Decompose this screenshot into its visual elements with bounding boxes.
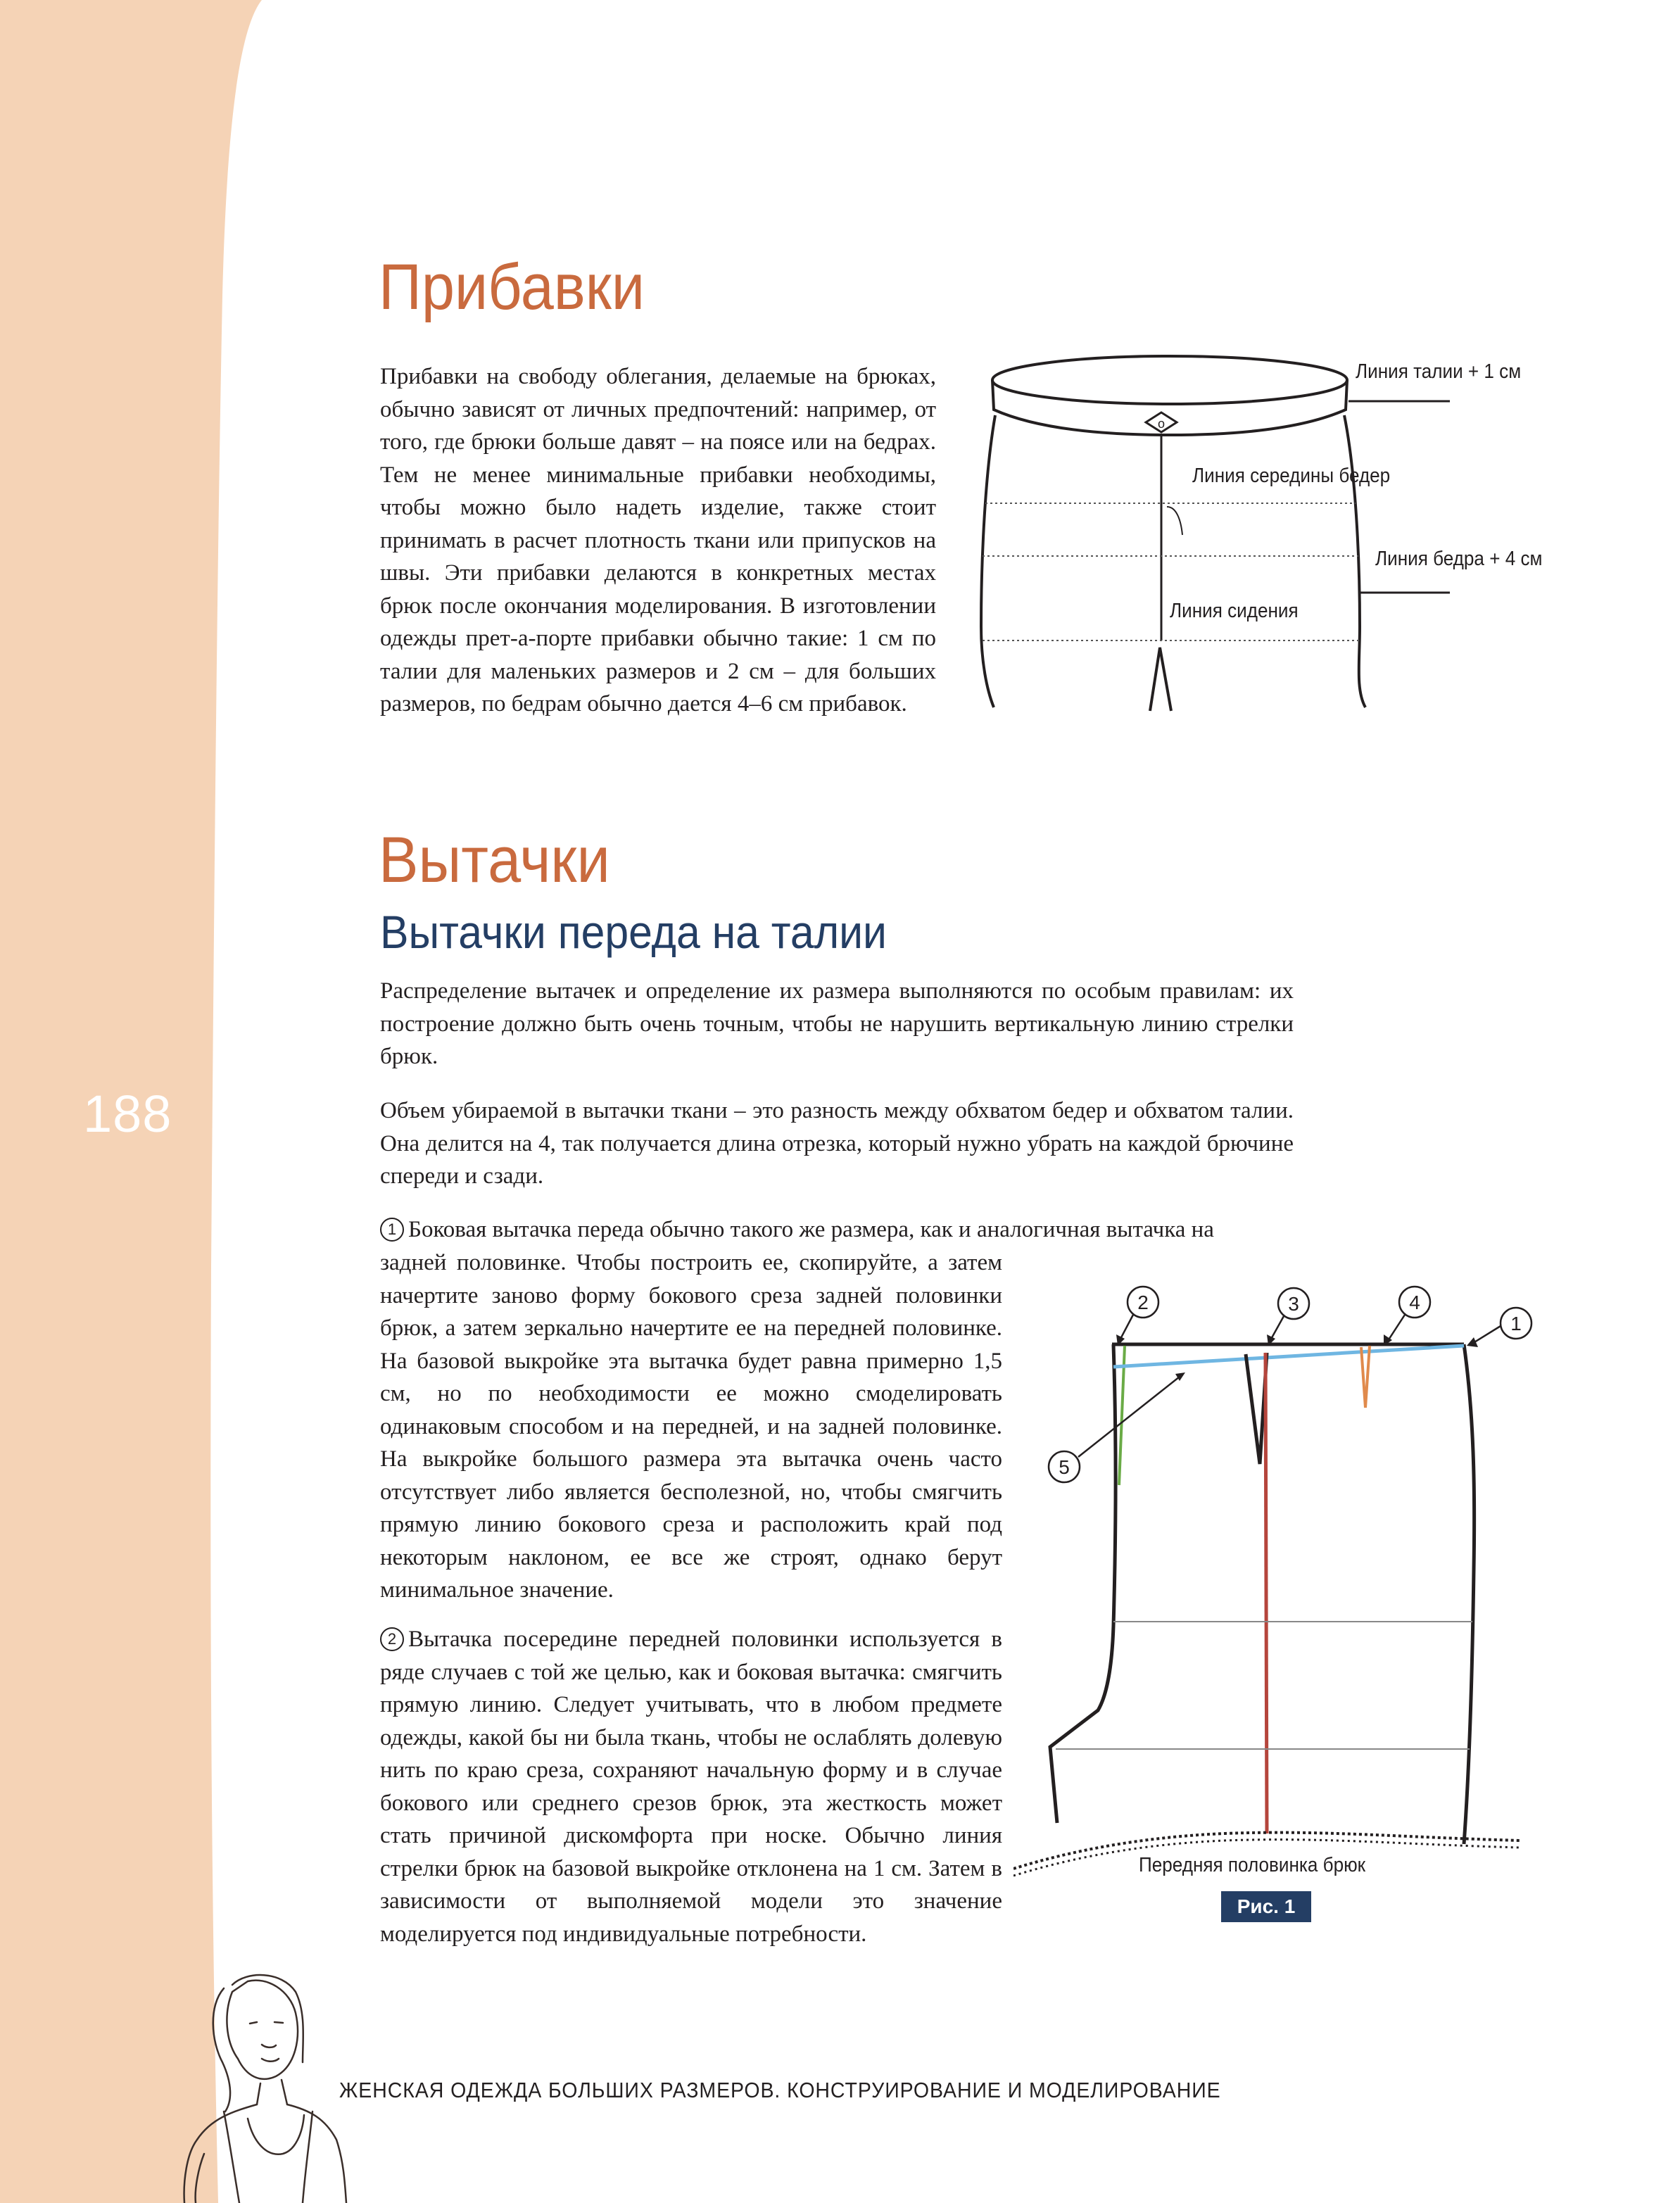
trousers-allowance-diagram [957,345,1464,718]
fig-marker-5: 5 [1059,1456,1070,1478]
section-title-darts: Вытачки [379,824,610,896]
fig-marker-1: 1 [1510,1313,1522,1334]
label-mid-hip-line: Линия середины бедер [1192,465,1391,487]
allowances-paragraph: Прибавки на свободу облегания, делаемые на брюках, обычно зависят от личных предпочтений: например, от того, где брюки больше давят – на поясе или на бедрах. Тем не менее минимальные прибавки необходимы, чтобы можно было надеть изделие, также стоит принимать в расчет плотность ткани или припусков на швы. Эти прибавки делаются в конкретных местах брюк после окончания моделирования. В изготовлении одежды прет-а-порте прибавки обычно такие: 1 см по талии для маленьких размеров и 2 см – для больших размеров, по бедрам обычно дается 4–6 см прибавок. [380,364,936,717]
number-marker-2: 2 [380,1627,404,1651]
darts-paragraph-1: Распределение вытачек и определение их размера выполняются по особым правилам: их построение должно быть очень точным, чтобы не нарушить вертикальную линию стрелки брюк. [380,978,1294,1069]
label-waist-line: Линия талии + 1 см [1356,360,1522,383]
fig-marker-3: 3 [1288,1293,1299,1315]
fig-marker-2: 2 [1137,1292,1149,1313]
item-1-paragraph: задней половинке. Чтобы построить ее, скопируйте, а затем начертите заново форму бокового среза задней половинки брюк, а затем зеркально начертите ее на передней половинке. На базовой выкройке эта вытачка будет равна примерно 1,5 см, но по необходимости ее можно смоделировать одинаковым способом и на передней, и на задней половинке. На выкройке большого размера эта вытачка очень часто отсутствует либо является бесполезной, но, чтобы смягчить прямую линию бокового среза и расположить край под некоторым наклоном, ее все же строят, однако берут минимальное значение. [380,1250,1002,1603]
label-hip-line: Линия бедра + 4 см [1375,548,1543,570]
svg-text:o: o [1158,417,1166,431]
item-1-intro-text: Боковая вытачка переда обычно такого же размера, как и аналогичная вытачка на [408,1217,1214,1242]
darts-paragraph-2: Объем убираемой в вытачки ткани – это разность между обхватом бедер и обхватом талии. Она делится на 4, так получается длина отрезка, который нужно убрать на каждой брючине спереди и сзади. [380,1098,1294,1189]
item-2-text: Вытачка посередине передней половинки используется в ряде случаев с той же целью, как и боковая вытачка: смягчить прямую линию. Следует учитывать, что в любом предмете одежды, какой бы ни была ткань, чтобы не ослаблять долевую нить по краю среза, сохраняют начальную форму и в случае бокового или среднего срезов брюк, эта жесткость может стать причиной дискомфорта при носке. Обычно линия стрелки брюк на базовой выкройке отклонена на 1 см. Затем в зависимости от выполняемой модели это значение моделируется под индивидуальные потребности. [380,1627,1002,1947]
figure-badge: Рис. 1 [1221,1891,1311,1922]
page-number: 188 [83,1085,172,1143]
number-marker-1: 1 [380,1218,404,1242]
section-subtitle-front-waist-darts: Вытачки переда на талии [380,906,887,958]
fig-marker-4: 4 [1409,1292,1420,1313]
item-1-intro [380,1213,1294,1246]
label-seat-line: Линия сидения [1170,600,1299,622]
item-2-paragraph [380,1623,1002,1950]
figure-front-half-trousers [1013,1274,1548,1886]
section-title-allowances: Прибавки [379,251,645,323]
figure-caption: Передняя половинка брюк [1139,1854,1366,1876]
running-footer: ЖЕНСКАЯ ОДЕЖДА БОЛЬШИХ РАЗМЕРОВ. КОНСТРУИРОВАНИЕ И МОДЕЛИРОВАНИЕ [339,2078,1221,2102]
